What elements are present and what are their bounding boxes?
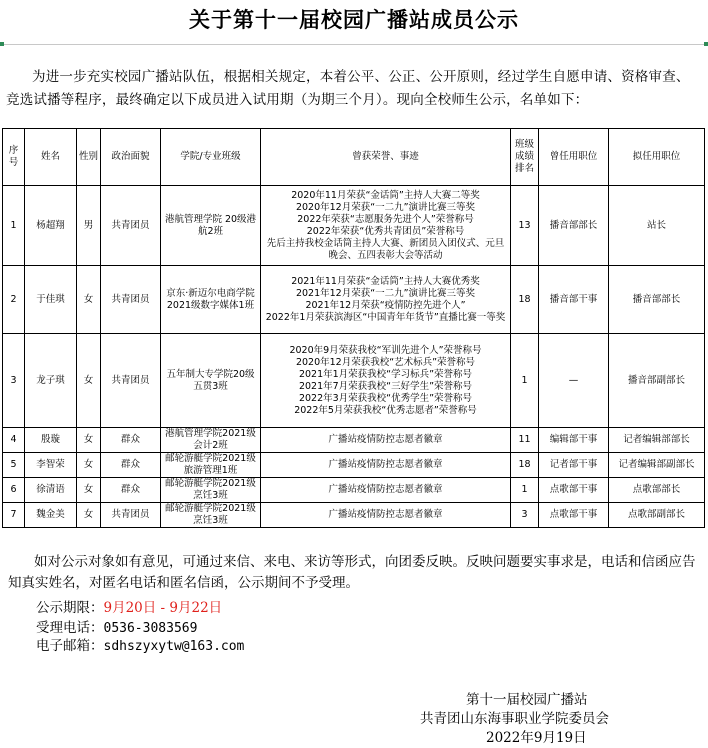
cell-class: 邮轮游艇学院2021级烹饪3班 — [161, 478, 261, 503]
honor-line: 2022年3月荣获我校“优秀学生”荣誉称号 — [298, 392, 473, 404]
phone-value: 0536-3083569 — [103, 621, 198, 636]
cell-political: 共青团员 — [101, 334, 161, 428]
cell-political: 共青团员 — [101, 266, 161, 334]
cell-gender: 女 — [77, 334, 101, 428]
honor-line: 先后主持我校金话筒主持人大赛、新团员入团仪式、元旦晚会、五四表彰大会等活动 — [266, 237, 505, 261]
honor-line: 2022年5月荣获我校“优秀志愿者”荣誉称号 — [294, 404, 477, 416]
signature-committee: 共青团山东海事职业学院委员会 — [420, 711, 609, 727]
signature-org: 第十一届校园广播站 — [466, 692, 588, 708]
cell-no: 3 — [3, 334, 25, 428]
cell-rank: 13 — [511, 186, 539, 266]
cell-no: 7 — [3, 503, 25, 528]
cell-no: 4 — [3, 428, 25, 453]
cell-name: 杨超翔 — [25, 186, 77, 266]
cell-proposed-post: 记者编辑部副部长 — [609, 453, 705, 478]
contact-phone — [36, 616, 197, 636]
contact-email — [36, 634, 244, 654]
cell-gender: 女 — [77, 478, 101, 503]
honor-line: 2022年荣获“优秀共青团员”荣誉称号 — [306, 225, 465, 237]
cell-rank: 11 — [511, 428, 539, 453]
page-title: 关于第十一届校园广播站成员公示 — [189, 7, 519, 32]
member-table — [2, 128, 705, 528]
cell-proposed-post: 记者编辑部部长 — [609, 428, 705, 453]
honor-line: 2022年荣获“志愿服务先进个人”荣誉称号 — [297, 213, 474, 225]
cell-name: 龙子琪 — [25, 334, 77, 428]
table-row — [3, 428, 705, 453]
email-label: 电子邮箱： — [36, 638, 104, 654]
honor-line: 2021年12月荣获“疫情防控先进个人” — [305, 299, 466, 311]
cell-former-post: — — [539, 334, 609, 428]
signature-date: 2022年9月19日 — [486, 730, 587, 746]
cell-rank: 18 — [511, 453, 539, 478]
cell-name: 于佳琪 — [25, 266, 77, 334]
honor-line: 2020年9月荣获我校“军训先进个人”荣誉称号 — [289, 344, 482, 356]
table-row — [3, 334, 705, 428]
cell-no: 1 — [3, 186, 25, 266]
phone-label: 受理电话： — [36, 620, 104, 636]
honor-line: 2020年12月荣获我校“艺术标兵”荣誉称号 — [295, 356, 476, 368]
header-class: 学院/专业班级 — [161, 129, 261, 186]
table-row — [3, 186, 705, 266]
cell-former-post: 点歌部干事 — [539, 478, 609, 503]
cell-honors — [261, 334, 511, 428]
cell-proposed-post: 点歌部副部长 — [609, 503, 705, 528]
cell-gender: 男 — [77, 186, 101, 266]
cell-no: 2 — [3, 266, 25, 334]
period-value: 9月20日 - 9月22日 — [103, 600, 223, 616]
cell-political: 共青团员 — [101, 503, 161, 528]
cell-honors — [261, 453, 511, 478]
cell-class: 港航管理学院 20级港航2班 — [161, 186, 261, 266]
title-divider — [0, 44, 708, 45]
cell-proposed-post: 播音部副部长 — [609, 334, 705, 428]
cell-name: 李智荣 — [25, 453, 77, 478]
header-no: 序号 — [3, 129, 25, 186]
cell-rank: 3 — [511, 503, 539, 528]
cell-proposed-post: 点歌部部长 — [609, 478, 705, 503]
cell-proposed-post: 播音部部长 — [609, 266, 705, 334]
table-row — [3, 478, 705, 503]
honor-line: 2022年1月荣获滨海区“中国青年年货节”直播比赛一等奖 — [265, 311, 506, 323]
cell-former-post: 记者部干事 — [539, 453, 609, 478]
honor-line: 广播站疫情防控志愿者徽章 — [328, 459, 443, 470]
cell-honors — [261, 503, 511, 528]
cell-honors — [261, 428, 511, 453]
notice-period — [36, 596, 222, 616]
closing-paragraph: 如对公示对象如有意见，可通过来信、来电、来访等形式，向团委反映。反映问题要实事求是，电话和信函应告知真实姓名，对匿名电话和匿名信函，公示期间不予受理。 — [8, 554, 696, 591]
cell-former-post: 播音部部长 — [539, 186, 609, 266]
cell-former-post: 点歌部干事 — [539, 503, 609, 528]
table-row — [3, 503, 705, 528]
intro-paragraph: 为进一步充实校园广播站队伍，根据相关规定，本着公平、公正、公开原则，经过学生自愿申请、资格审查、竞选试播等程序，最终确定以下成员进入试用期（为期三个月）。现向全校师生公示，名单如下： — [6, 69, 690, 108]
left-corner-mark — [0, 42, 4, 46]
cell-gender: 女 — [77, 428, 101, 453]
table-row — [3, 266, 705, 334]
honor-line: 2020年11月荣获“金话筒”主持人大赛二等奖 — [291, 189, 480, 201]
honor-line: 2021年12月荣获“一二九”演讲比赛三等奖 — [295, 287, 476, 299]
cell-rank: 1 — [511, 478, 539, 503]
cell-class: 邮轮游艇学院2021级烹饪3班 — [161, 503, 261, 528]
cell-honors — [261, 266, 511, 334]
cell-gender: 女 — [77, 453, 101, 478]
period-label: 公示期限： — [36, 600, 104, 616]
cell-gender: 女 — [77, 503, 101, 528]
header-honors: 曾获荣誉、事迹 — [261, 129, 511, 186]
cell-former-post: 播音部干事 — [539, 266, 609, 334]
right-corner-mark — [704, 42, 708, 46]
honor-line: 2020年12月荣获“一二九”演讲比赛三等奖 — [295, 201, 476, 213]
cell-class: 港航管理学院2021级会计2班 — [161, 428, 261, 453]
honor-line: 2021年11月荣获“金话筒”主持人大赛优秀奖 — [291, 275, 480, 287]
email-value: sdhszyxytw@163.com — [103, 639, 245, 654]
cell-gender: 女 — [77, 266, 101, 334]
cell-no: 5 — [3, 453, 25, 478]
cell-honors — [261, 186, 511, 266]
cell-rank: 18 — [511, 266, 539, 334]
cell-name: 徐清语 — [25, 478, 77, 503]
cell-political: 群众 — [101, 428, 161, 453]
cell-political: 共青团员 — [101, 186, 161, 266]
header-name: 姓名 — [25, 129, 77, 186]
header-political: 政治面貌 — [101, 129, 161, 186]
cell-political: 群众 — [101, 478, 161, 503]
cell-former-post: 编辑部干事 — [539, 428, 609, 453]
honor-line: 2021年7月荣获我校“三好学生”荣誉称号 — [298, 380, 473, 392]
cell-name: 殷璇 — [25, 428, 77, 453]
header-proposed-post: 拟任用职位 — [609, 129, 705, 186]
cell-political: 群众 — [101, 453, 161, 478]
cell-rank: 1 — [511, 334, 539, 428]
honor-line: 广播站疫情防控志愿者徽章 — [328, 434, 443, 445]
honor-line: 2021年1月荣获我校“学习标兵”荣誉称号 — [298, 368, 473, 380]
header-rank: 班级成绩排名 — [511, 129, 539, 186]
cell-proposed-post: 站长 — [609, 186, 705, 266]
table-row — [3, 453, 705, 478]
cell-name: 魏金美 — [25, 503, 77, 528]
cell-class: 邮轮游艇学院2021级旅游管理1班 — [161, 453, 261, 478]
header-former-post: 曾任用职位 — [539, 129, 609, 186]
honor-line: 广播站疫情防控志愿者徽章 — [328, 509, 443, 520]
cell-no: 6 — [3, 478, 25, 503]
cell-class: 五年制大专学院20级五贯3班 — [161, 334, 261, 428]
cell-honors — [261, 478, 511, 503]
cell-class: 京东·新迈尔电商学院2021级数字媒体1班 — [161, 266, 261, 334]
header-gender: 性别 — [77, 129, 101, 186]
honor-line: 广播站疫情防控志愿者徽章 — [328, 484, 443, 495]
table-header-row — [3, 129, 705, 186]
